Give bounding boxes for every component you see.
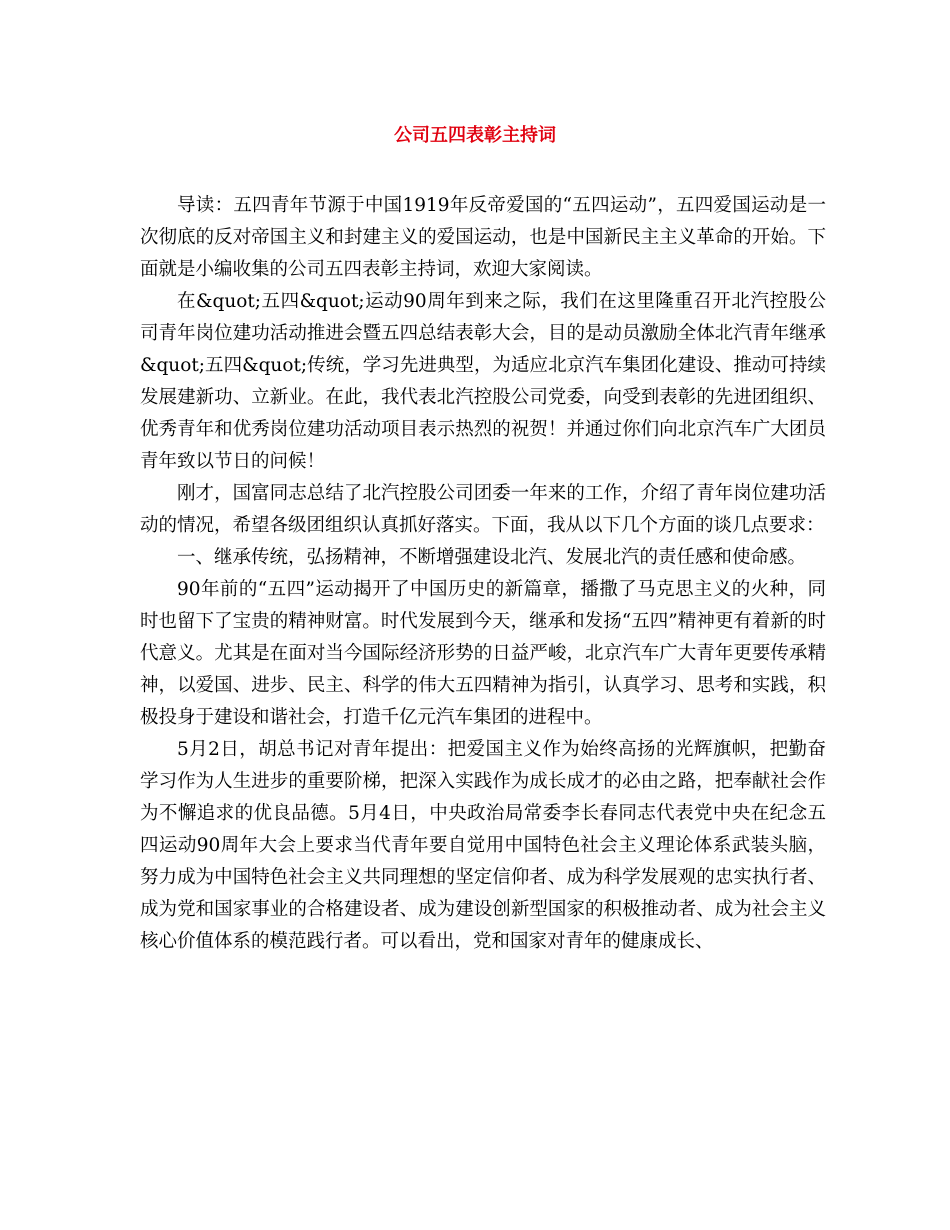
paragraph-intro: 导读：五四青年节源于中国1919年反帝爱国的“五四运动”，五四爱国运动是一次彻底的反对帝国主义和封建主义的爱国运动，也是中国新民主主义革命的开始。下面就是小编收集的公司五四表彰主持词，欢迎大家阅读。 — [140, 195, 826, 280]
paragraph-may-speeches: 5月2日，胡总书记对青年提出：把爱国主义作为始终高扬的光辉旗帜，把勤奋学习作为人生进步的重要阶梯，把深入实践作为成长成才的必由之路，把奉献社会作为不懈追求的优良品德。5月4日，中央政治局常委李长春同志代表党中央在纪念五四运动90周年大会上要求当代青年要自觉用中国特色社会主义理论体系武装头脑，努力成为中国特色社会主义共同理想的坚定信仰者、成为科学发展观的忠实执行者、成为党和国家事业的合格建设者、成为建设创新型国家的积极推动者、成为社会主义核心价值体系的模范践行者。可以看出，党和国家对青年的健康成长、 — [140, 739, 826, 952]
paragraph-requirements: 刚才，国富同志总结了北汽控股公司团委一年来的工作，介绍了青年岗位建功活动的情况，希望各级团组织认真抓好落实。下面，我从以下几个方面的谈几点要求： — [140, 483, 826, 536]
paragraph-opening: 在&quot;五四&quot;运动90周年到来之际，我们在这里隆重召开北汽控股公司青年岗位建功活动推进会暨五四总结表彰大会，目的是动员激励全体北汽青年继承&quot;五四&quot;传统，学习先进典型，为适应北京汽车集团化建设、推动可持续发展建新功、立新业。在此，我代表北汽控股公司党委，向受到表彰的先进团组织、优秀青年和优秀岗位建功活动项目表示热烈的祝贺！并通过你们向北京汽车广大团员青年致以节日的问候！ — [140, 291, 826, 472]
paragraph-history: 90年前的“五四”运动揭开了中国历史的新篇章，播撒了马克思主义的火种，同时也留下了宝贵的精神财富。时代发展到今天，继承和发扬“五四”精神更有着新的时代意义。尤其是在面对当今国际经济形势的日益严峻，北京汽车广大青年更要传承精神，以爱国、进步、民主、科学的伟大五四精神为指引，认真学习、思考和实践，积极投身于建设和谐社会，打造千亿元汽车集团的进程中。 — [140, 579, 826, 728]
document-title: 公司五四表彰主持词 — [394, 125, 556, 146]
document-body — [140, 190, 826, 958]
paragraph-section-heading: 一、继承传统，弘扬精神，不断增强建设北汽、发展北汽的责任感和使命感。 — [177, 547, 807, 568]
